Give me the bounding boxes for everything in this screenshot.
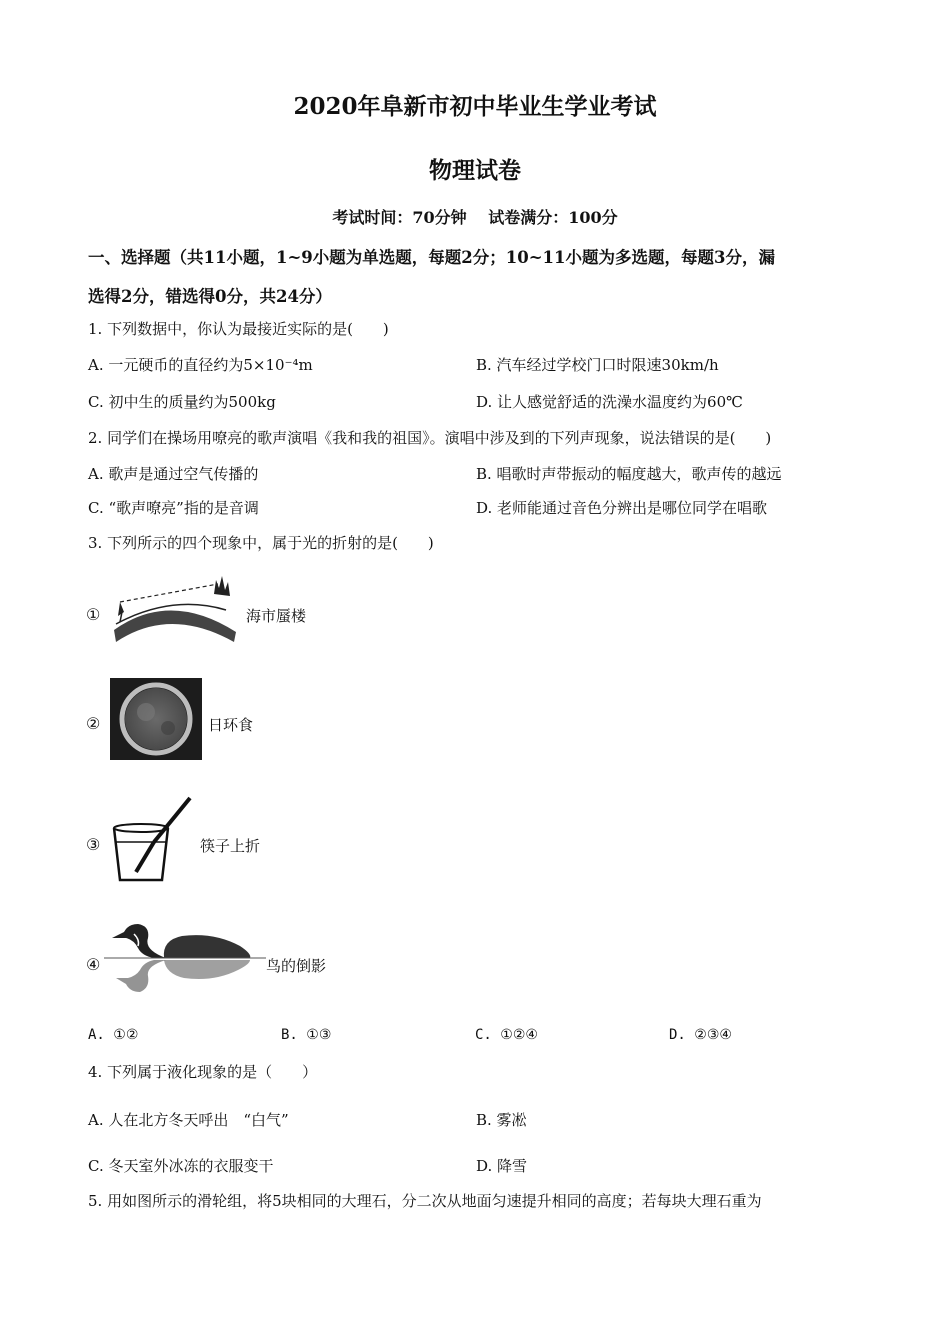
mirage-figure bbox=[110, 572, 242, 650]
annular-eclipse-figure bbox=[110, 678, 202, 760]
item-1-caption: 海市蜃楼 bbox=[246, 607, 307, 625]
question-2-option-d: D. 老师能通过音色分辨出是哪位同学在唱歌 bbox=[476, 499, 768, 517]
question-4-stem: 4. 下列属于液化现象的是（ ） bbox=[88, 1063, 318, 1081]
section-heading-line2: 选得2分，错选得0分，共24分） bbox=[88, 287, 332, 306]
bird-reflection-figure bbox=[104, 918, 266, 998]
subject-title: 物理试卷 bbox=[429, 157, 521, 184]
exam-info: 考试时间：70分钟 试卷满分：100分 bbox=[332, 208, 618, 227]
question-1-stem: 1. 下列数据中，你认为最接近实际的是( ) bbox=[88, 320, 389, 338]
question-1-option-a: A. 一元硬币的直径约为5×10⁻⁴m bbox=[88, 356, 313, 374]
exam-title: 2020年阜新市初中毕业生学业考试 bbox=[293, 93, 657, 120]
question-1-option-b: B. 汽车经过学校门口时限速30km/h bbox=[476, 356, 719, 374]
item-3-caption: 筷子上折 bbox=[200, 837, 261, 855]
chopstick-glass-figure bbox=[108, 794, 194, 886]
question-2-option-b: B. 唱歌时声带振动的幅度越大，歌声传的越远 bbox=[476, 465, 782, 483]
question-3-option-a: A. ①② bbox=[88, 1027, 139, 1043]
question-4-option-a: A. 人在北方冬天呼出 “白气” bbox=[88, 1111, 289, 1129]
section-heading-line1: 一、选择题（共11小题，1~9小题为单选题，每题2分；10~11小题为多选题，每题3分，漏 bbox=[88, 248, 775, 267]
question-1-option-c: C. 初中生的质量约为500kg bbox=[88, 393, 276, 411]
item-1-mark: ① bbox=[86, 605, 101, 624]
question-4-option-b: B. 雾凇 bbox=[476, 1111, 527, 1129]
question-5-stem: 5. 用如图所示的滑轮组，将5块相同的大理石，分二次从地面匀速提升相同的高度；若每块大理石重为 bbox=[88, 1192, 762, 1210]
item-2-caption: 日环食 bbox=[208, 716, 254, 734]
question-3-stem: 3. 下列所示的四个现象中，属于光的折射的是( ) bbox=[88, 534, 434, 552]
item-3-mark: ③ bbox=[86, 835, 101, 854]
question-4-option-d: D. 降雪 bbox=[476, 1157, 528, 1175]
question-2-option-c: C. “歌声嘹亮”指的是音调 bbox=[88, 499, 259, 517]
question-1-option-d: D. 让人感觉舒适的洗澡水温度约为60℃ bbox=[476, 393, 743, 411]
question-3-option-b: B. ①③ bbox=[281, 1027, 332, 1043]
question-4-option-c: C. 冬天室外冰冻的衣服变干 bbox=[88, 1157, 274, 1175]
question-2-stem: 2. 同学们在操场用嘹亮的歌声演唱《我和我的祖国》。演唱中涉及到的下列声现象，说法错误的是( ) bbox=[88, 429, 772, 447]
question-3-option-c: C. ①②④ bbox=[475, 1027, 538, 1043]
item-4-caption: 鸟的倒影 bbox=[266, 957, 327, 975]
item-4-mark: ④ bbox=[86, 955, 101, 974]
question-2-option-a: A. 歌声是通过空气传播的 bbox=[88, 465, 259, 483]
item-2-mark: ② bbox=[86, 714, 101, 733]
question-3-option-d: D. ②③④ bbox=[669, 1027, 732, 1043]
